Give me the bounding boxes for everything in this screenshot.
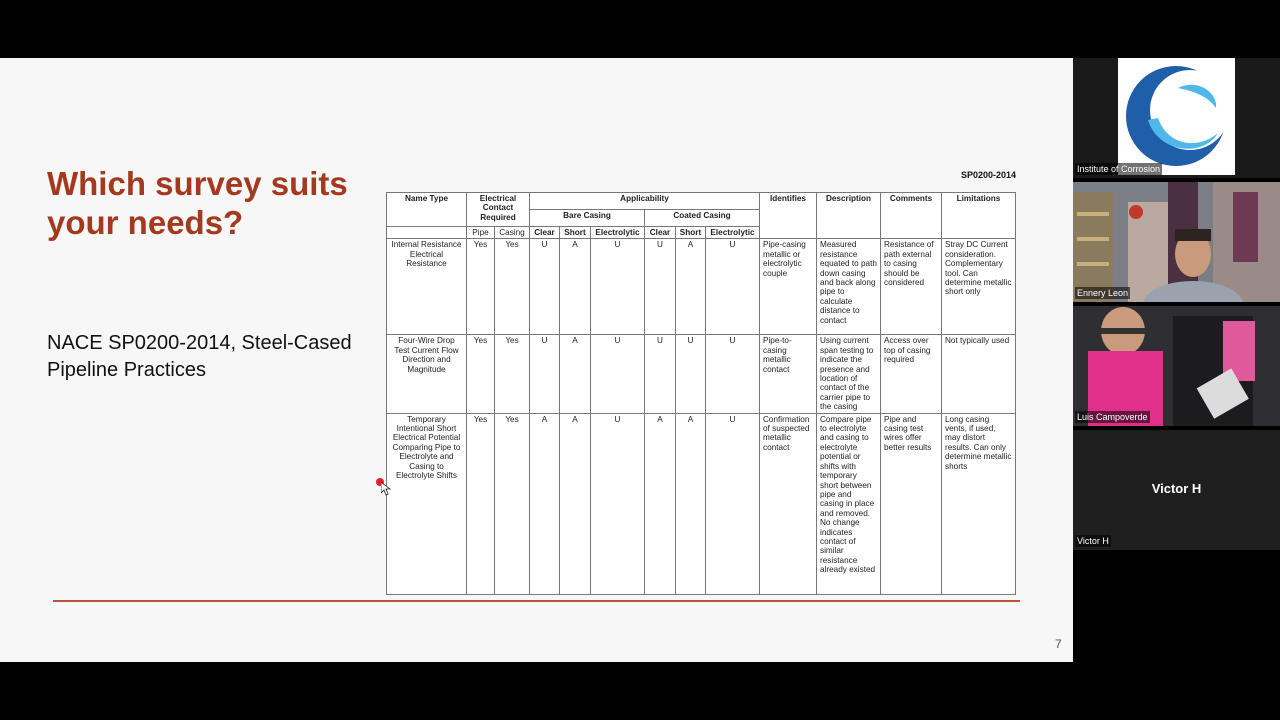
col-header-coated-clear: Clear bbox=[645, 227, 676, 239]
cell-pipe: Yes bbox=[467, 239, 495, 335]
slide-subtitle: NACE SP0200-2014, Steel-Cased Pipeline Practices bbox=[47, 332, 352, 381]
col-header-coated-electrolytic: Electrolytic bbox=[706, 227, 760, 239]
cell-bare-short: A bbox=[560, 239, 591, 335]
cell-pipe: Yes bbox=[467, 335, 495, 413]
table-row bbox=[387, 413, 1016, 594]
participant-name: Institute of Corrosion bbox=[1077, 164, 1161, 174]
cell-casing: Yes bbox=[495, 335, 530, 413]
col-header-bare-electrolytic: Electrolytic bbox=[591, 227, 645, 239]
cell-identifies: Pipe-casing metallic or electrolytic couple bbox=[760, 239, 817, 335]
slide-title: Which survey suits your needs? bbox=[47, 165, 348, 241]
cell-name: Temporary Intentional Short Electrical Potential Comparing Pipe to Electrolyte and Casing to Electrolyte Shifts bbox=[387, 413, 467, 594]
slide-divider bbox=[53, 600, 1020, 602]
col-header-identifies: Identifies bbox=[760, 193, 817, 239]
cell-coated-clear: U bbox=[645, 335, 676, 413]
corrosion-logo-icon bbox=[1118, 58, 1235, 175]
cell-limitations: Long casing vents, if used, may distort results. Can only determine metallic shorts bbox=[942, 413, 1016, 594]
col-header-coated-casing: Coated Casing bbox=[645, 210, 760, 227]
cell-coated-short: A bbox=[676, 239, 706, 335]
cell-coated-clear: A bbox=[645, 413, 676, 594]
cell-coated-short: U bbox=[676, 335, 706, 413]
cell-description: Measured resistance equated to path down casing and back along pipe to calculate distance to contact bbox=[817, 239, 881, 335]
cell-casing: Yes bbox=[495, 239, 530, 335]
cell-bare-clear: A bbox=[530, 413, 560, 594]
header-row-1 bbox=[387, 193, 1016, 210]
col-header-applicability: Applicability bbox=[530, 193, 760, 210]
participant-name: Victor H bbox=[1077, 536, 1109, 546]
document-code: SP0200-2014 bbox=[961, 170, 1017, 180]
table-row bbox=[387, 239, 1016, 335]
video-feed-ennery bbox=[1073, 182, 1280, 302]
cell-coated-short: A bbox=[676, 413, 706, 594]
video-feed-luis bbox=[1073, 306, 1280, 426]
cell-comments: Access over top of casing required bbox=[881, 335, 942, 413]
participant-name: Ennery Leon bbox=[1077, 288, 1129, 298]
cell-coated-clear: U bbox=[645, 239, 676, 335]
col-header-comments: Comments bbox=[881, 193, 942, 239]
table-row bbox=[387, 335, 1016, 413]
participant-tile-luis[interactable] bbox=[1073, 306, 1280, 426]
participant-tile-victor[interactable] bbox=[1073, 430, 1280, 550]
participant-tile-institute[interactable] bbox=[1073, 58, 1280, 178]
survey-comparison-table bbox=[386, 192, 1016, 595]
cell-description: Using current span testing to indicate the presence and location of contact of the carrier pipe to the casing bbox=[817, 335, 881, 413]
cell-bare-short: A bbox=[560, 413, 591, 594]
col-header-bare-casing: Bare Casing bbox=[530, 210, 645, 227]
institute-logo bbox=[1118, 58, 1235, 175]
cell-bare-electrolytic: U bbox=[591, 335, 645, 413]
cell-coated-electrolytic: U bbox=[706, 335, 760, 413]
cell-bare-clear: U bbox=[530, 239, 560, 335]
participant-tile-ennery[interactable] bbox=[1073, 182, 1280, 302]
cell-coated-electrolytic: U bbox=[706, 413, 760, 594]
col-header-limitations: Limitations bbox=[942, 193, 1016, 239]
cell-comments: Pipe and casing test wires offer better results bbox=[881, 413, 942, 594]
participant-display-name: Victor H bbox=[1151, 481, 1202, 496]
cell-description: Compare pipe to electrolyte and casing to electrolyte potential or shifts with temporary short between pipe and casing in place and removed. No change indicates contact of similar resistance already existed bbox=[817, 413, 881, 594]
col-header-bare-short: Short bbox=[560, 227, 591, 239]
cell-name: Internal Resistance Electrical Resistance bbox=[387, 239, 467, 335]
col-header-name: Name Type bbox=[387, 193, 467, 227]
col-header-casing: Casing bbox=[495, 227, 530, 239]
cell-casing: Yes bbox=[495, 413, 530, 594]
cell-coated-electrolytic: U bbox=[706, 239, 760, 335]
participant-name: Luis Campoverde bbox=[1077, 412, 1148, 422]
cell-comments: Resistance of path external to casing should be considered bbox=[881, 239, 942, 335]
cell-identifies: Confirmation of suspected metallic contact bbox=[760, 413, 817, 594]
col-header-coated-short: Short bbox=[676, 227, 706, 239]
cell-pipe: Yes bbox=[467, 413, 495, 594]
cell-limitations: Not typically used bbox=[942, 335, 1016, 413]
cell-identifies: Pipe-to-casing metallic contact bbox=[760, 335, 817, 413]
cell-bare-electrolytic: U bbox=[591, 413, 645, 594]
cell-name: Four-Wire Drop Test Current Flow Direction and Magnitude bbox=[387, 335, 467, 413]
col-header-pipe: Pipe bbox=[467, 227, 495, 239]
cell-bare-short: A bbox=[560, 335, 591, 413]
cell-bare-clear: U bbox=[530, 335, 560, 413]
presentation-slide bbox=[0, 58, 1073, 662]
col-header-description: Description bbox=[817, 193, 881, 239]
col-header-contact: Electrical Contact Required bbox=[467, 193, 530, 227]
mouse-cursor-icon bbox=[381, 482, 391, 496]
slide-page-number: 7 bbox=[1055, 637, 1062, 651]
col-header-bare-clear: Clear bbox=[530, 227, 560, 239]
cell-limitations: Stray DC Current consideration. Complementary tool. Can determine metallic short only bbox=[942, 239, 1016, 335]
cell-bare-electrolytic: U bbox=[591, 239, 645, 335]
